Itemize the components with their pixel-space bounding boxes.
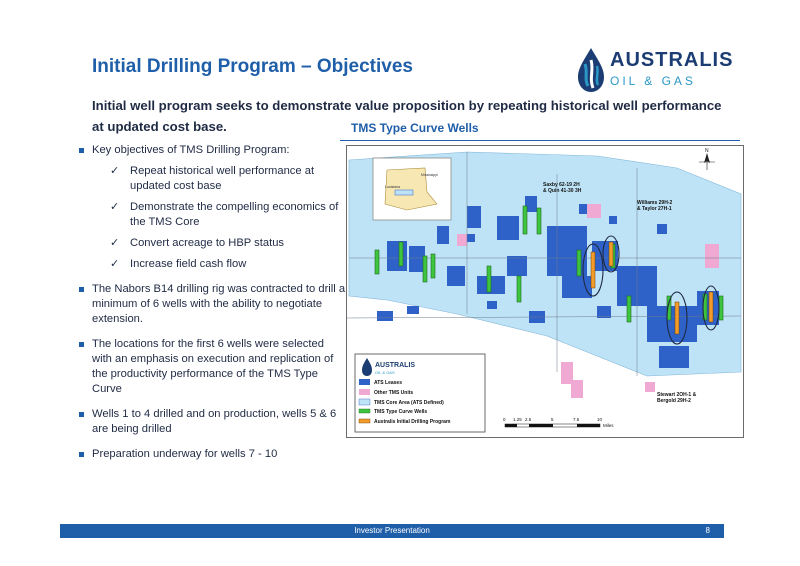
bullet-text: The Nabors B14 drilling rig was contracted to drill a minimum of 6 wells with the ability to negotiate extension. bbox=[92, 283, 346, 325]
legend-label: ATS Leases bbox=[374, 380, 402, 386]
legend-logo-wordmark: AUSTRALIS bbox=[375, 362, 416, 369]
scale-tick: 7.5 bbox=[573, 417, 580, 422]
scale-tick: 10 bbox=[597, 417, 603, 422]
inset-label-louisiana: Louisiana bbox=[385, 185, 400, 189]
north-label: N bbox=[705, 148, 709, 154]
bullet-item bbox=[78, 143, 346, 272]
sub-bullet-text: Increase field cash flow bbox=[130, 258, 247, 270]
objectives-list bbox=[78, 143, 346, 472]
logo-wordmark: AUSTRALIS bbox=[610, 49, 734, 71]
scale-tick: 0 bbox=[503, 417, 506, 422]
map-canvas bbox=[347, 146, 743, 437]
sub-bullet-item bbox=[92, 236, 346, 251]
australis-logo bbox=[574, 46, 734, 96]
drop-logo-icon bbox=[574, 46, 608, 94]
logo-tagline: OIL & GAS bbox=[610, 74, 696, 88]
bullet-item bbox=[78, 447, 346, 462]
well-label-saxby: Saxby 62-19 2H bbox=[543, 182, 580, 188]
sub-bullet-item bbox=[92, 257, 346, 272]
bullet-square-icon bbox=[79, 287, 84, 292]
checkmark-icon: ✓ bbox=[110, 165, 120, 177]
well-label-bergold: Bergold 29H-2 bbox=[657, 398, 691, 404]
location-inset bbox=[373, 158, 451, 220]
well-label-quin: & Quin 41-30 3H bbox=[543, 188, 582, 194]
checkmark-icon: ✓ bbox=[110, 201, 120, 213]
well-label-taylor: & Taylor 27H-1 bbox=[637, 206, 672, 212]
checkmark-icon: ✓ bbox=[110, 258, 120, 270]
checkmark-icon: ✓ bbox=[110, 237, 120, 249]
scale-tick: 5 bbox=[551, 417, 554, 422]
bullet-text: Key objectives of TMS Drilling Program: bbox=[92, 144, 290, 156]
north-arrow-icon bbox=[699, 148, 715, 170]
footer-bar bbox=[60, 524, 724, 538]
bullet-square-icon bbox=[79, 148, 84, 153]
sub-bullet-text: Convert acreage to HBP status bbox=[130, 237, 285, 249]
well-label-stewart: Stewart 2OH-1 & bbox=[657, 392, 697, 398]
sub-bullet-item bbox=[92, 200, 346, 230]
well-label-williams: Williams 29H-2 bbox=[637, 200, 673, 206]
scale-tick: 2.5 bbox=[525, 417, 532, 422]
bullet-square-icon bbox=[79, 452, 84, 457]
scale-tick: 1.25 bbox=[513, 417, 522, 422]
bullet-text: Preparation underway for wells 7 - 10 bbox=[92, 448, 278, 460]
bullet-item bbox=[78, 337, 346, 397]
bullet-text: The locations for the first 6 wells were selected with an emphasis on execution and replication of the productivity performance of the TMS Type Curve bbox=[92, 338, 334, 395]
inset-label-mississippi: Mississippi bbox=[421, 173, 438, 177]
sub-bullet-text: Repeat historical well performance at updated cost base bbox=[130, 165, 315, 192]
bullet-text: Wells 1 to 4 drilled and on production, wells 5 & 6 are being drilled bbox=[92, 408, 337, 435]
bullet-square-icon bbox=[79, 342, 84, 347]
page-number: 8 bbox=[705, 526, 710, 535]
legend-logo-tagline: OIL & GAS bbox=[375, 370, 395, 375]
bullet-item bbox=[78, 282, 346, 327]
bullet-square-icon bbox=[79, 412, 84, 417]
map-legend bbox=[355, 354, 485, 432]
footer-text: Investor Presentation bbox=[354, 526, 430, 535]
sub-bullet-item bbox=[92, 164, 346, 194]
tms-map bbox=[346, 145, 744, 438]
sub-bullet-text: Demonstrate the compelling economics of the TMS Core bbox=[130, 201, 339, 228]
scale-bar bbox=[503, 417, 614, 428]
map-title: TMS Type Curve Wells bbox=[351, 121, 479, 135]
subtitle: Initial well program seeks to demonstrate value proposition by repeating historical well performance at updated cost base. bbox=[92, 98, 722, 134]
title-divider bbox=[340, 140, 740, 141]
scale-unit: Miles bbox=[603, 423, 614, 428]
legend-label: Other TMS Units bbox=[374, 390, 414, 396]
bullet-item bbox=[78, 407, 346, 437]
page-title: Initial Drilling Program – Objectives bbox=[92, 56, 413, 77]
legend-label: TMS Type Curve Wells bbox=[374, 409, 428, 415]
legend-label: TMS Core Area (ATS Defined) bbox=[374, 400, 444, 406]
legend-label: Australis Initial Drilling Program bbox=[374, 419, 451, 425]
